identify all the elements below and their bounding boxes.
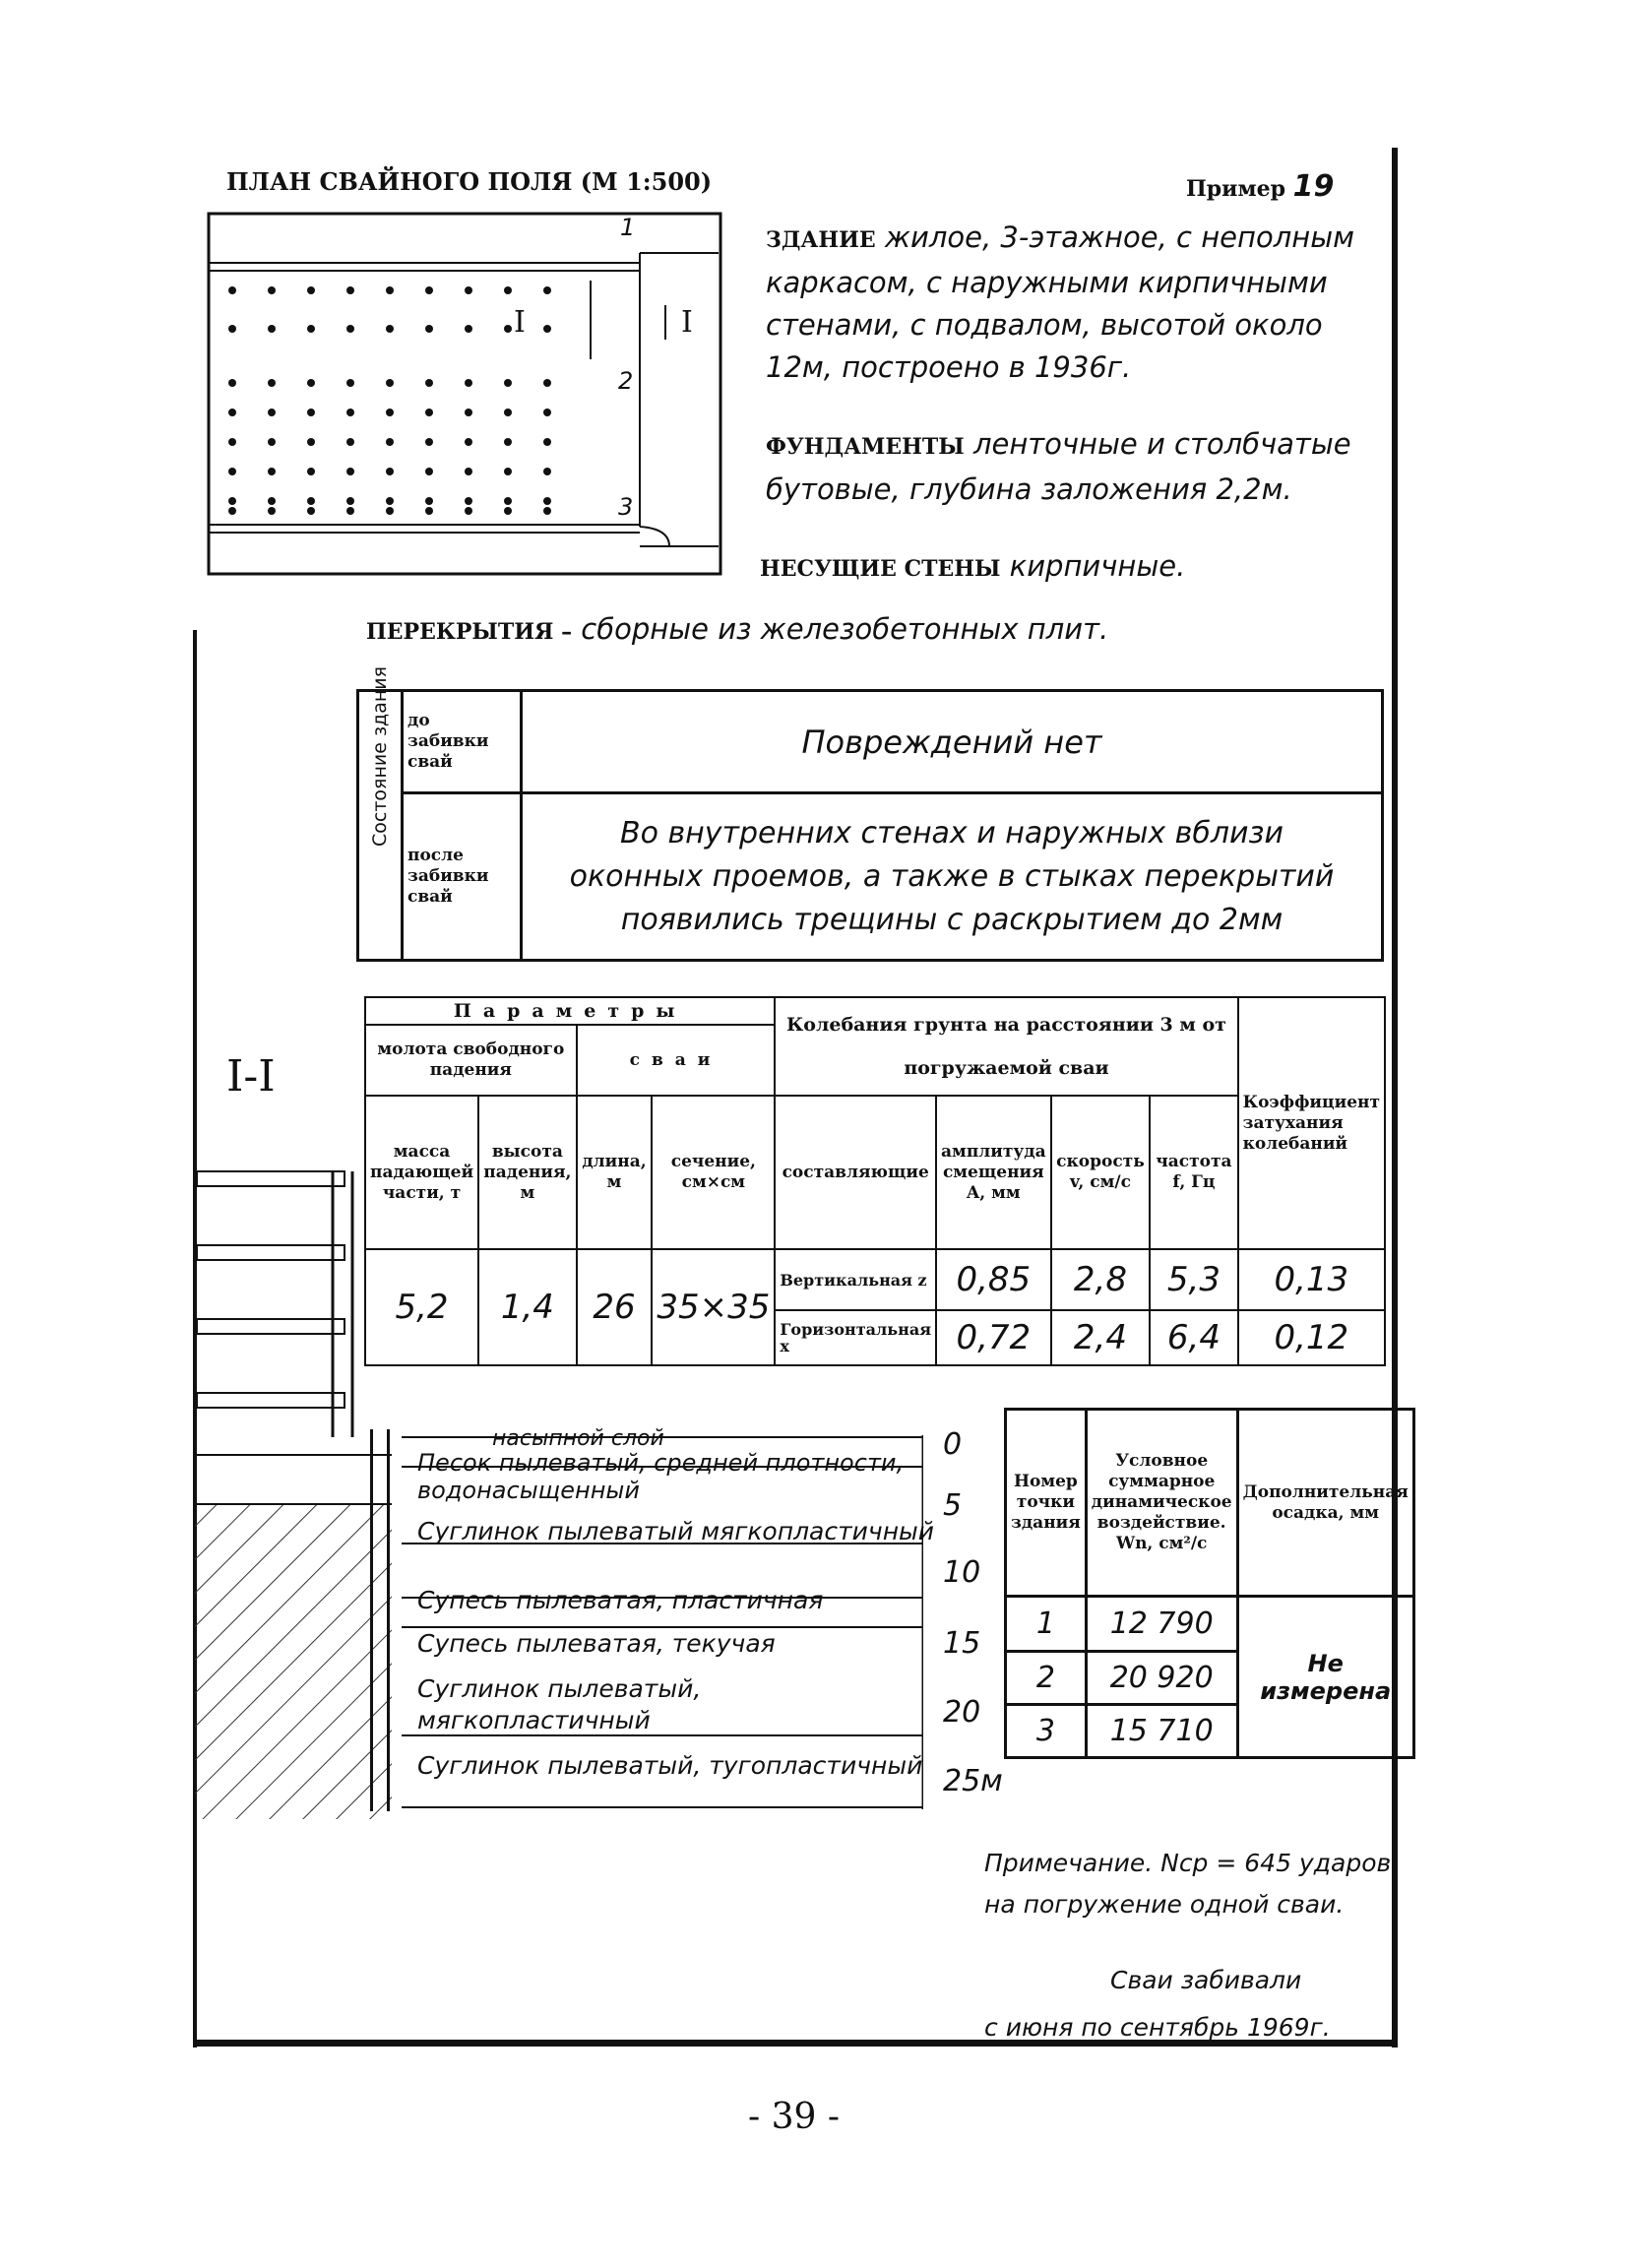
pile-dot <box>268 409 276 416</box>
depth-15: 15 <box>943 1626 981 1661</box>
pile-dot <box>268 438 276 446</box>
damping-vertical: 0,13 <box>1238 1249 1385 1310</box>
pile-dot <box>307 286 315 294</box>
page-frame-right <box>1392 148 1398 2048</box>
depth-20: 20 <box>943 1695 981 1730</box>
point-3: 3 <box>1006 1705 1087 1758</box>
params-header: Параметры <box>365 997 775 1025</box>
building-description <box>766 217 1366 389</box>
effect-1: 12 790 <box>1086 1597 1237 1652</box>
walls-description <box>760 549 1185 583</box>
section-label: I-I <box>226 1051 276 1102</box>
plan-title: ПЛАН СВАЙНОГО ПОЛЯ (М 1:500) <box>226 167 713 196</box>
pile-dot <box>465 468 472 475</box>
col-point-number: Номер точки здания <box>1006 1410 1087 1597</box>
walls-label: НЕСУЩИЕ СТЕНЫ <box>760 556 1001 582</box>
floors-text: сборные из железобетонных плит. <box>581 612 1109 646</box>
floors-description <box>366 612 1108 646</box>
pile-dot <box>307 409 315 416</box>
after-text: Во внутренних стенах и наружных вблизи оконных проемов, а также в стыках перекрытий появились трещины с раскрытием до 2мм <box>522 793 1383 961</box>
building-section-sketch <box>195 1152 372 1437</box>
pile-dot <box>425 379 433 387</box>
pile-dot <box>543 325 551 333</box>
parameters-table <box>364 996 1386 1366</box>
foundations-label: ФУНДАМЕНТЫ <box>766 434 965 460</box>
soil-layer-1: Песок пылеватый, средней плотности, водонасыщенный <box>417 1449 905 1504</box>
col-velocity: скорость v, см/с <box>1051 1096 1151 1249</box>
pile-dot <box>465 409 472 416</box>
pile-dot <box>228 468 236 475</box>
hammer-header: молота свободного падения <box>365 1025 577 1096</box>
soil-profile-hatch <box>195 1425 392 1819</box>
col-height: высота падения, м <box>478 1096 577 1249</box>
floors-label: ПЕРЕКРЫТИЯ – <box>366 619 573 645</box>
soil-layer-2: Суглинок пылеватый мягкопластичный <box>417 1517 935 1545</box>
pile-dot <box>228 438 236 446</box>
pile-dot <box>543 497 551 505</box>
pile-dot <box>504 325 512 333</box>
pile-dot <box>465 379 472 387</box>
pile-dot <box>268 497 276 505</box>
pile-dot <box>268 379 276 387</box>
foundations-text: ленточные и столбчатые бутовые, глубина заложения 2,2м. <box>766 427 1351 506</box>
points-table <box>1004 1408 1415 1759</box>
pile-dot <box>268 325 276 333</box>
note-line-2: на погружение одной сваи. <box>984 1890 1345 1919</box>
amplitude-vertical: 0,85 <box>936 1249 1051 1310</box>
pile-dot <box>307 325 315 333</box>
pile-dot <box>425 325 433 333</box>
pile-dot <box>425 409 433 416</box>
pile-dot <box>346 507 354 515</box>
pile-dot <box>543 438 551 446</box>
amplitude-horizontal: 0,72 <box>936 1310 1051 1365</box>
point-2: 2 <box>1006 1652 1087 1705</box>
pile-dot <box>346 325 354 333</box>
pile-dot <box>346 286 354 294</box>
pile-dot <box>307 438 315 446</box>
building-state-table <box>356 665 1384 962</box>
example-label-text: Пример <box>1186 176 1285 202</box>
before-label: до забивки свай <box>403 691 522 793</box>
pile-dot <box>465 507 472 515</box>
pile-dot <box>386 438 394 446</box>
before-text: Повреждений нет <box>522 691 1383 793</box>
value-mass: 5,2 <box>365 1249 478 1365</box>
pile-dot <box>543 379 551 387</box>
soil-hatch-drawing <box>195 1425 392 1819</box>
foundations-description <box>766 423 1366 511</box>
soil-layer-5: Суглинок пылеватый, мягкопластичный <box>417 1674 702 1734</box>
pile-dot <box>465 438 472 446</box>
soil-layer-0: насыпной слой <box>492 1426 664 1451</box>
note <box>984 1843 1391 1925</box>
note-line-1: Примечание. Nср = 645 ударов <box>984 1849 1392 1877</box>
col-component: составляющие <box>775 1096 936 1249</box>
pile-dot <box>228 497 236 505</box>
col-mass: масса падающей части, т <box>365 1096 478 1249</box>
velocity-vertical: 2,8 <box>1051 1249 1151 1310</box>
pile-dot <box>386 468 394 475</box>
col-frequency: частота f, Гц <box>1150 1096 1237 1249</box>
settlement-value: Не измерена <box>1237 1597 1413 1758</box>
state-side-cell <box>358 665 403 961</box>
pile-dot <box>268 286 276 294</box>
pile-dot <box>307 468 315 475</box>
soil-layer-3: Супесь пылеватая, пластичная <box>417 1586 824 1614</box>
pile-field-drawing <box>207 212 722 576</box>
component-horizontal: Горизонтальная x <box>775 1310 936 1365</box>
depth-10: 10 <box>943 1555 981 1590</box>
pile-dot <box>386 286 394 294</box>
pile-dot <box>504 379 512 387</box>
pile-dot <box>465 497 472 505</box>
building-label: ЗДАНИЕ <box>766 227 876 253</box>
soil-layer-4: Супесь пылеватая, текучая <box>417 1629 776 1658</box>
pile-dot <box>504 438 512 446</box>
pile-dot <box>465 286 472 294</box>
pile-dot <box>425 507 433 515</box>
pile-dot <box>386 379 394 387</box>
pile-dot <box>228 325 236 333</box>
col-length: длина, м <box>577 1096 653 1249</box>
pile-dot <box>425 468 433 475</box>
pile-dot <box>228 409 236 416</box>
example-label <box>1186 169 1334 204</box>
vibration-header: Колебания грунта на расстоянии 3 м от погружаемой сваи <box>775 997 1237 1096</box>
pile-dot <box>386 325 394 333</box>
velocity-horizontal: 2,4 <box>1051 1310 1151 1365</box>
section-mark-left: I <box>514 305 526 340</box>
pile-dot <box>465 325 472 333</box>
plan-point-3: 3 <box>618 493 634 521</box>
pile-dot <box>268 468 276 475</box>
pile-dot <box>346 409 354 416</box>
col-dynamic-effect: Условное суммарное динамическое воздействие. Wn, см²/с <box>1086 1410 1237 1597</box>
col-settlement: Дополнительная осадка, мм <box>1237 1410 1413 1597</box>
value-height: 1,4 <box>478 1249 577 1365</box>
state-side-label: Состояние здания <box>369 665 391 847</box>
pile-dot <box>425 286 433 294</box>
pile-dot <box>346 379 354 387</box>
building-text: жилое, 3-этажное, с неполным каркасом, с наружными кирпичными стенами, с подвалом, высотой около 12м, построено в 1936г. <box>766 220 1354 384</box>
pile-dot <box>504 286 512 294</box>
point-1: 1 <box>1006 1597 1087 1652</box>
walls-text: кирпичные. <box>1009 549 1186 583</box>
pile-dot <box>504 468 512 475</box>
page-number: - 39 - <box>748 2097 841 2137</box>
value-length: 26 <box>577 1249 653 1365</box>
pile-header: сваи <box>577 1025 776 1096</box>
frequency-vertical: 5,3 <box>1150 1249 1237 1310</box>
effect-2: 20 920 <box>1086 1652 1237 1705</box>
driving-period <box>984 1957 1331 2051</box>
pile-dot <box>504 507 512 515</box>
pile-section <box>370 1429 390 1811</box>
damping-header: Коэффициент затухания колебаний <box>1238 997 1385 1249</box>
depth-5: 5 <box>943 1488 963 1523</box>
component-vertical: Вертикальная z <box>775 1249 936 1310</box>
value-section: 35×35 <box>652 1249 775 1365</box>
pile-dot <box>504 409 512 416</box>
depth-0: 0 <box>943 1427 963 1462</box>
pile-dot <box>504 497 512 505</box>
pile-field-plan <box>207 212 722 576</box>
col-section: сечение, см×см <box>652 1096 775 1249</box>
pile-dot <box>543 286 551 294</box>
pile-dot <box>346 438 354 446</box>
pile-dot <box>268 507 276 515</box>
damping-horizontal: 0,12 <box>1238 1310 1385 1365</box>
building-section-drawing <box>195 1152 372 1437</box>
pile-dot <box>307 507 315 515</box>
pile-dot <box>228 379 236 387</box>
pile-dot <box>543 507 551 515</box>
pile-dot <box>425 438 433 446</box>
pile-dot <box>307 379 315 387</box>
effect-3: 15 710 <box>1086 1705 1237 1758</box>
pile-dot <box>228 286 236 294</box>
after-label: после забивки свай <box>403 793 522 961</box>
pile-dot <box>386 409 394 416</box>
pile-dot <box>386 497 394 505</box>
frequency-horizontal: 6,4 <box>1150 1310 1237 1365</box>
pile-dot <box>228 507 236 515</box>
pile-dot <box>346 497 354 505</box>
section-mark-right: I <box>681 305 693 340</box>
plan-point-2: 2 <box>618 367 634 395</box>
pile-dot <box>543 468 551 475</box>
pile-dot <box>386 507 394 515</box>
col-amplitude: амплитуда смещения A, мм <box>936 1096 1051 1249</box>
driving-line-2: с июня по сентябрь 1969г. <box>984 2013 1331 2042</box>
example-number: 19 <box>1292 169 1335 204</box>
pile-dot <box>425 497 433 505</box>
pile-dot <box>307 497 315 505</box>
pile-dot <box>543 409 551 416</box>
depth-25: 25м <box>943 1764 1003 1798</box>
soil-layer-6: Суглинок пылеватый, тугопластичный <box>417 1751 923 1780</box>
plan-point-1: 1 <box>620 214 636 241</box>
pile-dot <box>346 468 354 475</box>
driving-line-1: Сваи забивали <box>1110 1966 1302 1994</box>
